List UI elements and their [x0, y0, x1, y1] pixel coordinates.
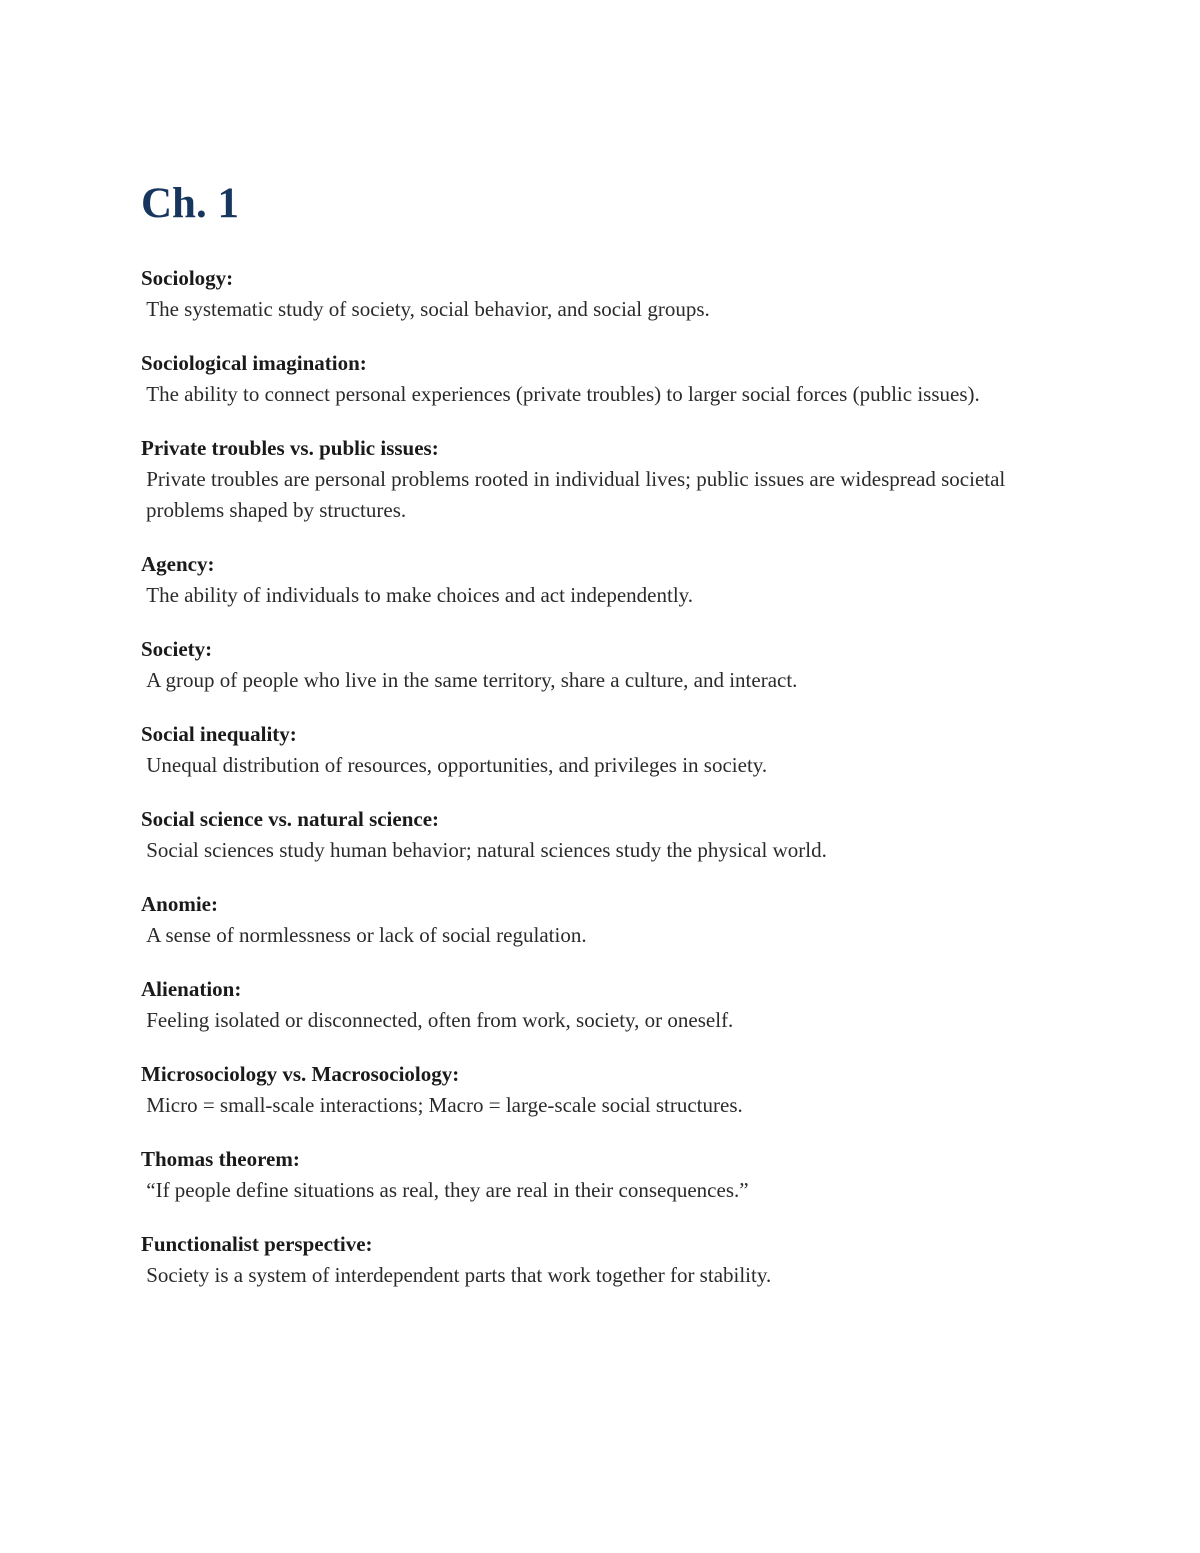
- term-label: Thomas theorem:: [141, 1147, 300, 1171]
- definition-text: A sense of normlessness or lack of social regulation.: [146, 923, 587, 947]
- glossary-entry-micro-macro-sociology: [141, 1059, 1041, 1121]
- definition-text: Private troubles are personal problems rooted in individual lives; public issues are widespread societal problems shaped by structures.: [146, 467, 1006, 522]
- definition-text: A group of people who live in the same territory, share a culture, and interact.: [146, 668, 798, 692]
- definition-text: Social sciences study human behavior; natural sciences study the physical world.: [146, 838, 827, 862]
- term-label: Social science vs. natural science:: [141, 807, 440, 831]
- glossary-entry-thomas-theorem: [141, 1144, 1041, 1206]
- term-label: Anomie:: [141, 892, 218, 916]
- glossary-entry-social-vs-natural-science: [141, 804, 1041, 866]
- term-label: Society:: [141, 637, 213, 661]
- glossary-entry-alienation: [141, 974, 1041, 1036]
- glossary-entry-agency: [141, 549, 1041, 611]
- definition-text: Feeling isolated or disconnected, often from work, society, or oneself.: [146, 1008, 734, 1032]
- term-label: Agency:: [141, 552, 215, 576]
- glossary-entry-society: [141, 634, 1041, 696]
- glossary-entry-sociology: [141, 263, 1041, 325]
- term-label: Functionalist perspective:: [141, 1232, 373, 1256]
- document-content: [141, 172, 1041, 1314]
- definition-text: The ability to connect personal experiences (private troubles) to larger social forces (public issues).: [146, 382, 980, 406]
- glossary-entry-sociological-imagination: [141, 348, 1041, 410]
- term-label: Microsociology vs. Macrosociology:: [141, 1062, 460, 1086]
- definition-text: Unequal distribution of resources, opportunities, and privileges in society.: [146, 753, 768, 777]
- definition-text: Society is a system of interdependent parts that work together for stability.: [146, 1263, 772, 1287]
- glossary-entry-anomie: [141, 889, 1041, 951]
- term-label: Private troubles vs. public issues:: [141, 436, 439, 460]
- definition-text: The systematic study of society, social behavior, and social groups.: [146, 297, 710, 321]
- glossary-entry-private-troubles: [141, 433, 1041, 526]
- term-label: Sociological imagination:: [141, 351, 367, 375]
- term-label: Alienation:: [141, 977, 242, 1001]
- term-label: Social inequality:: [141, 722, 297, 746]
- definition-text: “If people define situations as real, they are real in their consequences.”: [146, 1178, 749, 1202]
- glossary-entry-social-inequality: [141, 719, 1041, 781]
- definition-text: Micro = small-scale interactions; Macro = large-scale social structures.: [146, 1093, 743, 1117]
- definition-text: The ability of individuals to make choices and act independently.: [146, 583, 694, 607]
- glossary-entry-functionalist-perspective: [141, 1229, 1041, 1291]
- chapter-title: Ch. 1: [141, 180, 239, 227]
- term-label: Sociology:: [141, 266, 234, 290]
